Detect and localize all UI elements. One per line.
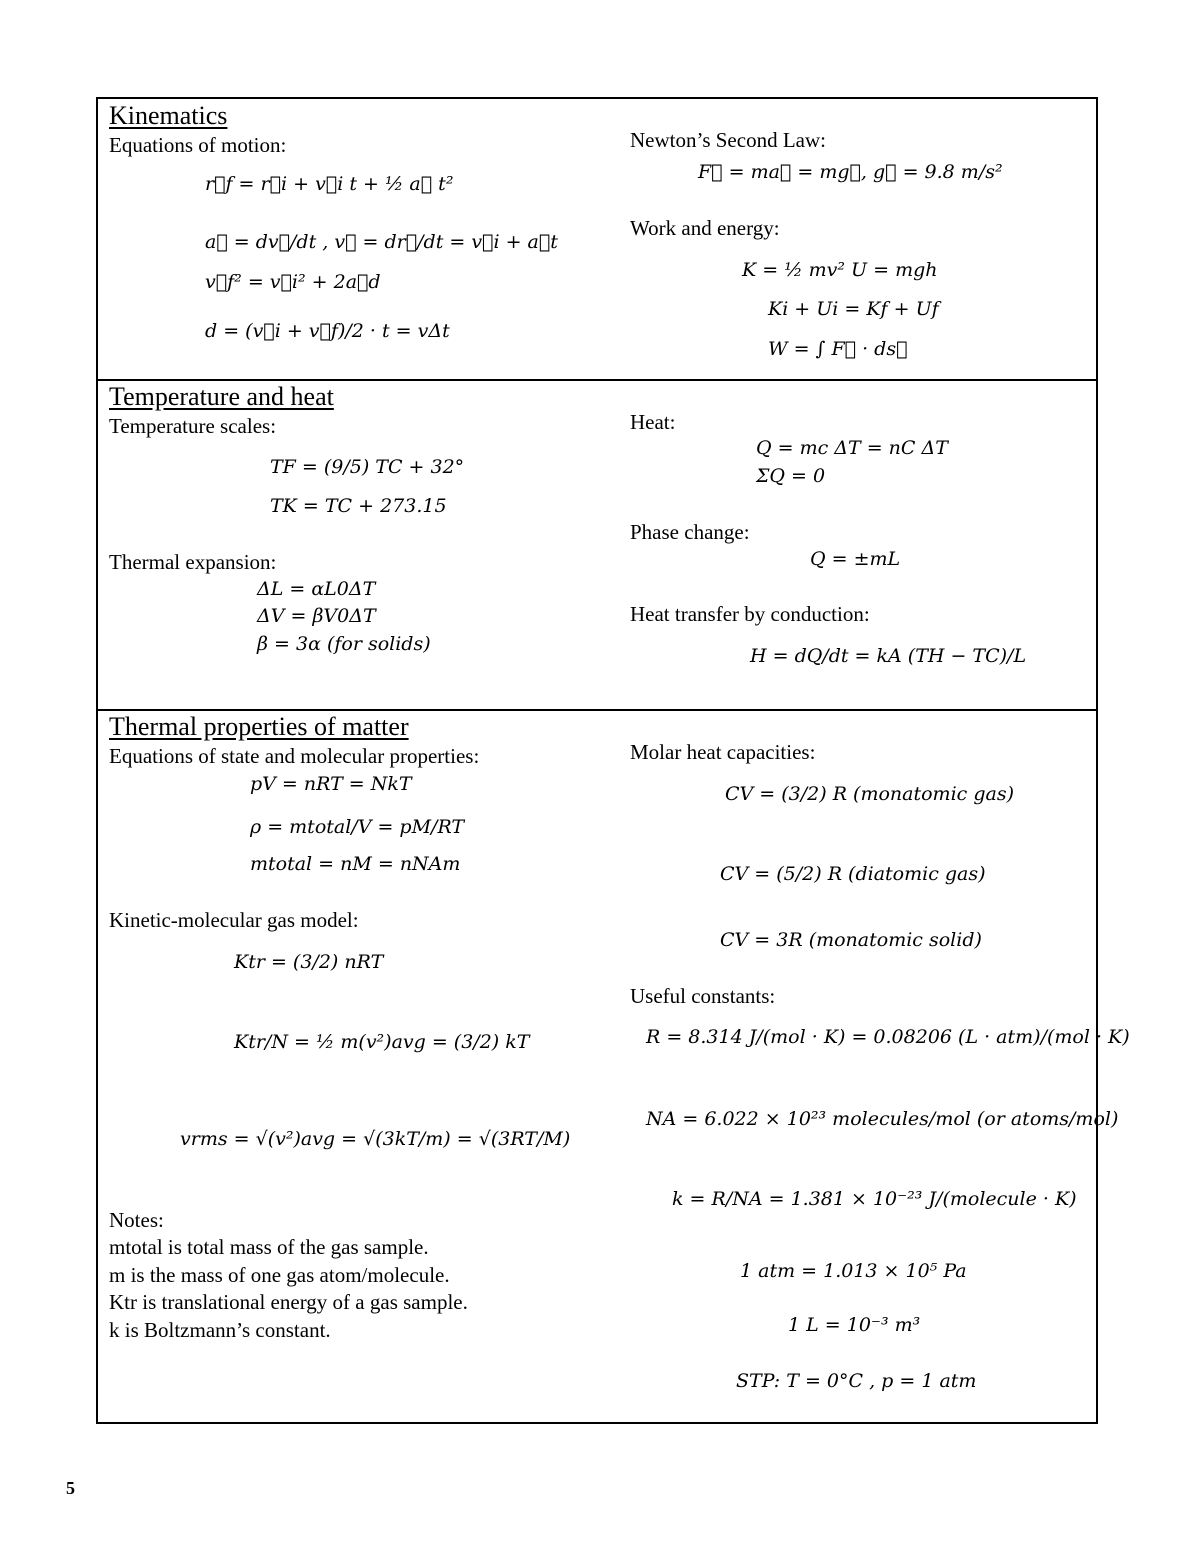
heat-eq-1: Q = mc ΔT = nC ΔT [756, 437, 948, 459]
kinetic-eq-3: vrms = √(v²)avg = √(3kT/m) = √(3RT/M) [180, 1128, 571, 1150]
state-eq-1: pV = nRT = NkT [250, 773, 412, 795]
constant-gas: R = 8.314 J/(mol · K) = 0.08206 (L · atm)/(mol · K) [646, 1026, 1130, 1048]
molar-eq-2: CV = (5/2) R (diatomic gas) [720, 863, 986, 885]
temperature-scales-label: Temperature scales: [109, 414, 277, 438]
note-4: k is Boltzmann’s constant. [109, 1318, 331, 1342]
molar-eq-1: CV = (3/2) R (monatomic gas) [725, 783, 1014, 805]
conduction-label: Heat transfer by conduction: [630, 602, 870, 626]
temperature-heat-title: Temperature and heat [109, 382, 334, 411]
thermal-expansion-label: Thermal expansion: [109, 550, 277, 574]
state-properties-label: Equations of state and molecular properties: [109, 744, 480, 768]
expansion-eq-3: β = 3α (for solids) [257, 633, 431, 655]
kinematics-eq-3: v⃗f² = v⃗i² + 2a⃗d [205, 271, 381, 293]
useful-constants-label: Useful constants: [630, 984, 776, 1008]
section-divider-2 [98, 709, 1096, 711]
kinetic-model-label: Kinetic-molecular gas model: [109, 908, 359, 932]
scales-eq-2: TK = TC + 273.15 [270, 495, 447, 517]
kinematics-eq-4: d = (v⃗i + v⃗f)/2 · t = vΔt [205, 320, 450, 342]
constant-avogadro: NA = 6.022 × 10²³ molecules/mol (or atoms/mol) [646, 1108, 1119, 1130]
kinetic-eq-1: Ktr = (3/2) nRT [234, 951, 384, 973]
newton-label: Newton’s Second Law: [630, 128, 826, 152]
molar-eq-3: CV = 3R (monatomic solid) [720, 929, 982, 951]
notes-label: Notes: [109, 1208, 164, 1232]
constant-atm: 1 atm = 1.013 × 10⁵ Pa [740, 1260, 967, 1282]
state-eq-2: ρ = mtotal/V = pM/RT [250, 816, 465, 838]
kinetic-eq-2: Ktr/N = ½ m(v²)avg = (3/2) kT [234, 1031, 530, 1053]
thermal-properties-title: Thermal properties of matter [109, 712, 409, 741]
work-energy-label: Work and energy: [630, 216, 780, 240]
equations-of-motion-label: Equations of motion: [109, 133, 287, 157]
work-eq-1: K = ½ mv² U = mgh [742, 259, 938, 281]
note-1: mtotal is total mass of the gas sample. [109, 1235, 429, 1259]
work-eq-2: Ki + Ui = Kf + Uf [768, 298, 939, 320]
constant-liter: 1 L = 10⁻³ m³ [788, 1314, 921, 1336]
expansion-eq-2: ΔV = βV0ΔT [257, 605, 376, 627]
scales-eq-1: TF = (9/5) TC + 32° [270, 456, 465, 478]
constant-stp: STP: T = 0°C , p = 1 atm [736, 1370, 977, 1392]
state-eq-3: mtotal = nM = nNAm [250, 853, 461, 875]
heat-eq-2: ΣQ = 0 [756, 465, 826, 487]
kinematics-eq-1: r⃗f = r⃗i + v⃗i t + ½ a⃗ t² [205, 173, 454, 195]
phase-change-eq: Q = ±mL [810, 548, 901, 570]
kinematics-eq-2: a⃗ = dv⃗/dt , v⃗ = dr⃗/dt = v⃗i + a⃗t [205, 231, 558, 253]
note-3: Ktr is translational energy of a gas sample. [109, 1290, 468, 1314]
phase-change-label: Phase change: [630, 520, 750, 544]
heat-label: Heat: [630, 410, 676, 434]
newton-eq: F⃗ = ma⃗ = mg⃗, g⃗ = 9.8 m/s² [698, 161, 1003, 183]
molar-heat-label: Molar heat capacities: [630, 740, 816, 764]
kinematics-title: Kinematics [109, 101, 228, 130]
conduction-eq: H = dQ/dt = kA (TH − TC)/L [750, 645, 1027, 667]
expansion-eq-1: ΔL = αL0ΔT [257, 578, 376, 600]
work-eq-3: W = ∫ F⃗ · ds⃗ [768, 338, 908, 360]
page-number: 5 [66, 1478, 75, 1498]
constant-boltzmann: k = R/NA = 1.381 × 10⁻²³ J/(molecule · K) [672, 1188, 1077, 1210]
note-2: m is the mass of one gas atom/molecule. [109, 1263, 450, 1287]
section-divider-1 [98, 379, 1096, 381]
